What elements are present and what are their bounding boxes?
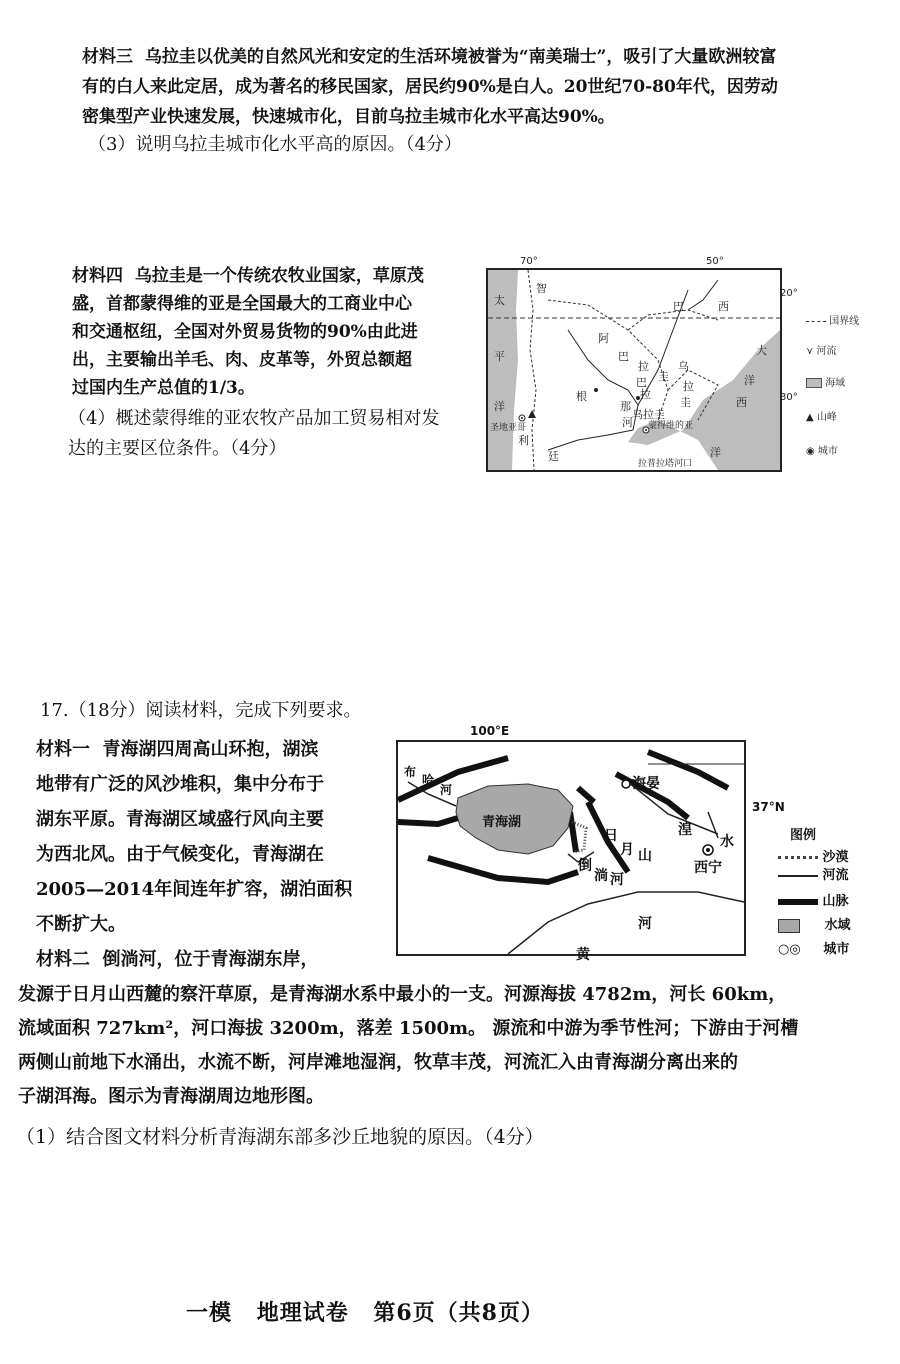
legend2-city-label: 城市 <box>823 942 850 957</box>
map1-char-20: 巴 <box>636 376 647 389</box>
q17-mat2-line1: 材料二 倒淌河，位于青海湖东岸， <box>36 949 319 970</box>
uruguay-map-svg <box>488 270 780 470</box>
border-3 <box>628 310 718 330</box>
map1-char-4: 利 <box>518 434 529 447</box>
footer-page: 第6页（共8页） <box>373 1300 544 1326</box>
lake-label: 青海湖 <box>482 815 522 830</box>
estuary-label: 拉普拉塔河口 <box>638 459 693 469</box>
q17-mat1-label: 材料一 <box>36 739 90 760</box>
q17-mat2-line5: 子湖洱海。图示为青海湖周边地形图。 <box>18 1086 324 1107</box>
material-4-line1: 材料四 乌拉圭是一个传统农牧业国家，草原茂 <box>72 266 424 286</box>
map1-char-24: 洋 <box>744 374 755 387</box>
river2-icon <box>778 875 818 877</box>
haiyan-label: 海晏 <box>632 776 660 792</box>
map1-char-23: 河 <box>622 416 633 429</box>
riyue-char-0: 日 <box>604 828 618 844</box>
lat-20-label: 20° <box>780 288 798 299</box>
page-footer <box>186 1296 560 1327</box>
mountain-6 <box>428 858 578 882</box>
material-3-line1: 材料三 乌拉圭以优美的自然风光和安定的生活环境被誉为“南美瑞士”，吸引了大量欧洲较富 <box>82 47 777 67</box>
legend2-title: 图例 <box>790 828 817 843</box>
legend-sea-label: 海域 <box>825 378 846 389</box>
q17-mat1-line1: 材料一 青海湖四周高山环抱，湖滨 <box>36 739 319 760</box>
map2-legend <box>778 824 878 964</box>
river-yellow <box>508 892 744 954</box>
river-3 <box>548 430 633 450</box>
q17-mat2-line3: 流域面积 727km²，河口海拔 3200m，落差 1500m。 源流和中游为季节性河；下游由于河槽 <box>18 1018 799 1039</box>
map1-char-18: 圭 <box>680 396 691 409</box>
map1-char-5: 巴 <box>673 300 684 313</box>
water-icon <box>778 919 800 933</box>
map1-char-12: 廷 <box>548 450 559 463</box>
riyue-char-1: 月 <box>620 842 634 858</box>
montevideo-label: 蒙得维的亚 <box>648 421 694 431</box>
legend-river-label: 河流 <box>816 346 837 357</box>
q17-mat2-line2: 发源于日月山西麓的察汗草原，是青海湖水系中最小的一支。河源海拔 4782m，河长 60km， <box>18 984 787 1005</box>
material-4-line3: 和交通枢纽，全国对外贸易货物的90%由此进 <box>72 322 418 342</box>
map1-char-22: 那 <box>620 400 631 413</box>
footer-exam: 一模 <box>186 1300 233 1326</box>
map1-char-17: 拉 <box>683 380 694 393</box>
map1-char-10: 阿 <box>598 332 609 345</box>
legend2-water-label: 水域 <box>824 918 851 933</box>
peak-icon <box>528 410 536 418</box>
city-legend-icon: ◉ <box>806 446 815 457</box>
question-4 <box>68 404 439 464</box>
riyue-char-2: 山 <box>638 848 652 864</box>
material-4-line4: 出，主要输出羊毛、肉、皮革等，外贸总额超 <box>72 350 412 370</box>
material-3-label: 材料三 <box>82 47 133 67</box>
he-label: 河 <box>638 916 652 932</box>
mountain-icon <box>778 899 818 905</box>
map1-char-14: 拉 <box>638 360 649 373</box>
map1-legend <box>806 312 896 462</box>
material-3-line3: 密集型产业快速发展，快速城市化，目前乌拉圭城市化水平高达90%。 <box>82 107 615 127</box>
river-icon: ⋎ <box>806 346 814 357</box>
q17-mat2-line4: 两侧山前地下水涌出，水流不断，河岸滩地湿润，牧草丰茂，河流汇入由青海湖分离出来的 <box>18 1052 738 1073</box>
map1-char-9: 洋 <box>710 446 721 459</box>
legend2-river-label: 河流 <box>822 868 849 883</box>
q17-title: 17.（18分）阅读材料，完成下列要求。 <box>40 700 362 721</box>
xining-label: 西宁 <box>694 860 722 876</box>
question-4-line2: 达的主要区位条件。（4分） <box>68 438 287 459</box>
peak-legend-icon: ▲ <box>806 412 814 423</box>
desert-icon <box>778 856 818 859</box>
question-3: （3）说明乌拉圭城市化水平高的原因。（4分） <box>88 134 462 155</box>
mountain-3 <box>648 752 728 788</box>
material-4-line2: 盛，首都蒙得维的亚是全国最大的工商业中心 <box>72 294 412 314</box>
qinghai-map-svg <box>398 742 744 954</box>
daotang-char-0: 倒 <box>578 858 592 874</box>
legend2-mountain-label: 山脉 <box>822 894 849 909</box>
lat-37n-label: 37°N <box>752 800 785 814</box>
q17-mat1-line5: 2005—2014年间连年扩容，湖泊面积 <box>36 879 353 900</box>
map1-char-11: 根 <box>576 390 587 403</box>
q17-question-1: （1）结合图文材料分析青海湖东部多沙丘地貌的原因。（4分） <box>16 1126 544 1148</box>
daotang-char-1: 淌 <box>594 868 608 884</box>
q17-mat2-label: 材料二 <box>36 949 90 970</box>
material-4-line5: 过国内生产总值的1/3。 <box>72 378 255 398</box>
map1-char-19: 乌拉圭 <box>632 408 665 421</box>
question-4-line1: （4）概述蒙得维的亚农牧产品加工贸易相对发 <box>68 408 440 429</box>
border-1 <box>528 270 536 470</box>
material-4 <box>72 262 482 402</box>
buha-char-1: 哈 <box>422 773 435 787</box>
lon-70-outside: 70° <box>520 256 538 267</box>
city2-icon: ○◎ <box>778 942 801 957</box>
lon-100e-label: 100°E <box>470 724 510 738</box>
huanghe-label: 黄 <box>576 947 590 963</box>
material-4-label: 材料四 <box>72 266 123 286</box>
q17-mat1-line4: 为西北风。由于气候变化，青海湖在 <box>36 844 324 865</box>
q17-mat1-line3: 湖东平原。青海湖区域盛行风向主要 <box>36 809 324 830</box>
buha-char-0: 布 <box>404 765 417 779</box>
material-3 <box>82 42 882 132</box>
material-3-line2: 有的白人来此定居，成为著名的移民国家，居民约90%是白人。20世纪70-80年代，因劳动 <box>82 77 778 97</box>
map1-char-13: 巴 <box>618 350 629 363</box>
lon-70-label <box>524 270 544 271</box>
footer-subject: 地理试卷 <box>256 1300 349 1326</box>
daotang-char-2: 河 <box>610 872 624 888</box>
city-icon-3 <box>636 396 640 400</box>
river-4 <box>688 280 718 310</box>
legend-border-label: 国界线 <box>829 316 860 327</box>
huang-char-1: 水 <box>720 834 734 850</box>
map1-char-21: 拉 <box>640 388 651 401</box>
legend-peak-label: 山峰 <box>816 412 837 423</box>
map1-char-1: 平 <box>494 350 505 363</box>
map1-char-8: 西 <box>736 396 747 409</box>
map1-char-0: 太 <box>494 294 505 307</box>
q17-mat1-line6: 不断扩大。 <box>36 914 126 935</box>
q17-mat1-line2: 地带有广泛的风沙堆积，集中分布于 <box>36 774 324 795</box>
city-icon-2 <box>594 388 598 392</box>
q17-material-2 <box>18 978 888 1114</box>
map1-char-6: 西 <box>718 300 729 313</box>
legend-city-label: 城市 <box>817 446 838 457</box>
map1-char-16: 乌 <box>678 360 689 373</box>
map1-char-7: 大 <box>756 344 767 357</box>
map1-char-3: 智 <box>536 282 547 295</box>
lat-30-label: 30° <box>780 392 798 403</box>
map1-char-2: 洋 <box>494 400 505 413</box>
uruguay-map <box>486 268 782 472</box>
santiago-label: 圣地亚哥 <box>490 423 527 433</box>
lon-50-outside: 50° <box>706 256 724 267</box>
mountain-7 <box>578 788 594 802</box>
huang-char-0: 湟 <box>678 822 692 838</box>
legend2-desert-label: 沙漠 <box>822 850 849 865</box>
haiyan-city-icon <box>622 780 630 788</box>
sea-icon <box>806 378 822 388</box>
mountain-8 <box>570 812 576 852</box>
q17-material-1 <box>36 732 376 977</box>
buha-char-2: 河 <box>440 783 453 797</box>
map1-char-15: 圭 <box>658 370 669 383</box>
river-small <box>708 812 718 838</box>
qinghai-map <box>396 740 746 956</box>
